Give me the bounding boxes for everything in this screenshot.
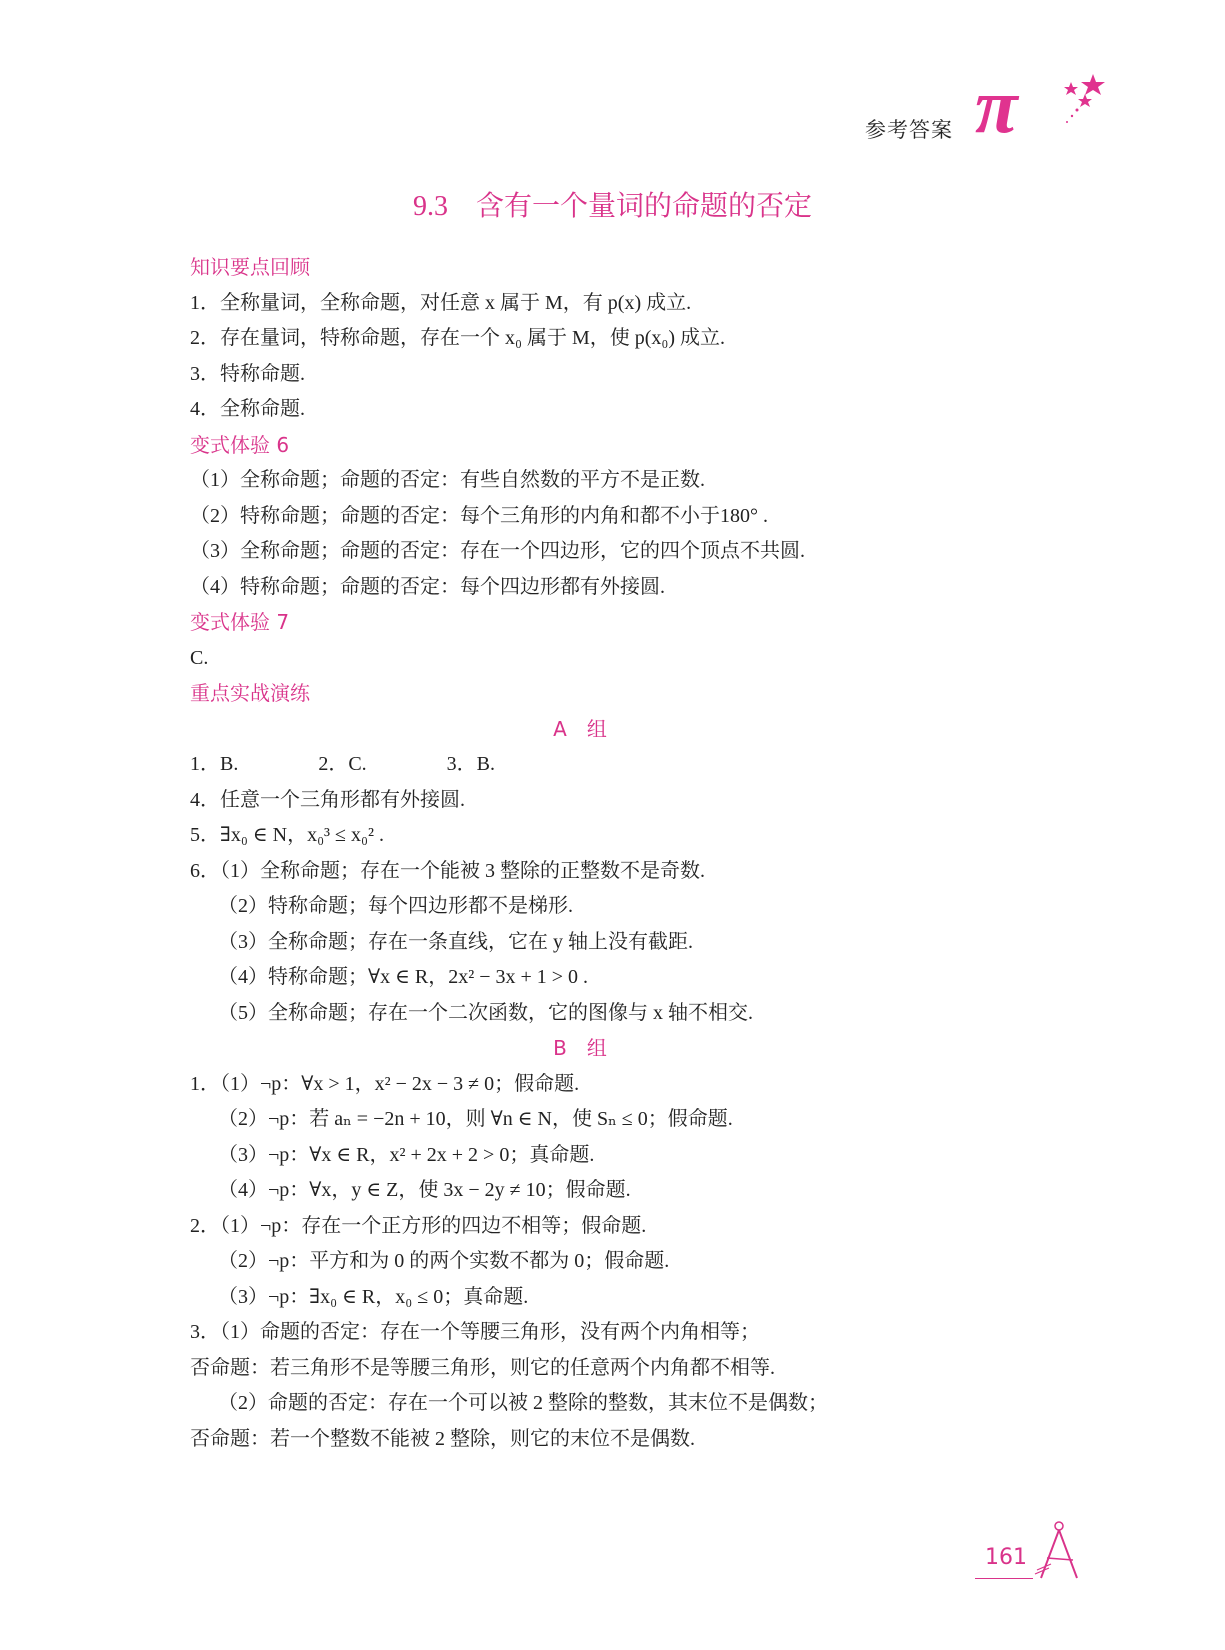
page-number: 161	[985, 1545, 1027, 1570]
section-number: 9.3	[412, 191, 448, 222]
answer-line: （3）全称命题；命题的否定：存在一个四边形，它的四个顶点不共圆.	[190, 540, 805, 562]
answer-line: 4．全称命题.	[190, 398, 305, 420]
section-heading: 重点实战演练	[190, 681, 310, 705]
answer-line: 2．存在量词，特称命题，存在一个 x₀ 属于 M，使 p(x₀) 成立.	[190, 327, 726, 349]
section-heading: 知识要点回顾	[190, 255, 310, 279]
answer-line: 6．（1）全称命题；存在一个能被 3 整除的正整数不是奇数.	[190, 859, 705, 882]
answer-line: 否命题：若一个整数不能被 2 整除，则它的末位不是偶数.	[190, 1427, 695, 1450]
header-label: 参考答案	[865, 118, 953, 142]
answer-line: 否命题：若三角形不是等腰三角形，则它的任意两个内角都不相等.	[190, 1356, 775, 1379]
svg-text:π: π	[975, 72, 1018, 149]
answer-line: （4）特称命题；命题的否定：每个四边形都有外接圆.	[190, 575, 665, 598]
answer-line: （2）特称命题；命题的否定：每个三角形的内角和都不小于180° .	[190, 504, 768, 527]
group-label: B 组	[553, 1036, 607, 1060]
answer-subline: （2）特称命题；每个四边形都不是梯形.	[218, 895, 573, 917]
section-heading: 变式体验 7	[190, 610, 290, 634]
section-title	[0, 184, 1225, 224]
answer-line: 1．（1）¬p：∀x > 1，x² − 2x − 3 ≠ 0；假命题.	[190, 1072, 580, 1095]
answer-subline: （2）¬p：若 aₙ = −2n + 10，则 ∀n ∈ N，使 Sₙ ≤ 0；假命题.	[218, 1108, 733, 1130]
answer-subline: （5）全称命题；存在一个二次函数，它的图像与 x 轴不相交.	[218, 1001, 753, 1024]
compass-icon	[1033, 1520, 1091, 1582]
answer-line: 4．任意一个三角形都有外接圆.	[190, 788, 465, 811]
page-number-rule	[975, 1578, 1033, 1579]
answer-subline: （2）¬p：平方和为 0 的两个实数不都为 0；假命题.	[218, 1250, 670, 1272]
answer-subline: （2）命题的否定：存在一个可以被 2 整除的整数，其末位不是偶数；	[218, 1392, 828, 1414]
section-heading: 变式体验 6	[190, 432, 290, 457]
answer-line: C.	[190, 646, 209, 669]
answer-line: 3．（1）命题的否定：存在一个等腰三角形，没有两个内角相等；	[190, 1321, 760, 1343]
answer-line: 2．（1）¬p：存在一个正方形的四边不相等；假命题.	[190, 1214, 647, 1237]
answer-subline: （4）特称命题；∀x ∈ R，2x² − 3x + 1 > 0 .	[218, 966, 589, 988]
pi-star-icon	[975, 72, 1125, 162]
section-title-text: 含有一个量词的命题的否定	[475, 189, 812, 222]
answer-content	[190, 250, 1110, 1457]
answer-subline: （3）¬p：∃x₀ ∈ R，x₀ ≤ 0；真命题.	[218, 1285, 529, 1308]
group-label: A 组	[553, 716, 607, 741]
answer-line: 5．∃x₀ ∈ N，x₀³ ≤ x₀² .	[190, 824, 384, 846]
answer-line: 3．特称命题.	[190, 362, 305, 385]
answer-line: （1）全称命题；命题的否定：有些自然数的平方不是正数.	[190, 469, 705, 491]
answer-line: 1．B. 2．C. 3．B.	[190, 753, 496, 775]
answer-subline: （3）全称命题；存在一条直线，它在 y 轴上没有截距.	[218, 930, 693, 953]
answer-subline: （3）¬p：∀x ∈ R，x² + 2x + 2 > 0；真命题.	[218, 1143, 595, 1166]
answer-line: 1．全称量词，全称命题，对任意 x 属于 M，有 p(x) 成立.	[190, 291, 692, 314]
answer-subline: （4）¬p：∀x，y ∈ Z，使 3x − 2y ≠ 10；假命题.	[218, 1179, 631, 1201]
